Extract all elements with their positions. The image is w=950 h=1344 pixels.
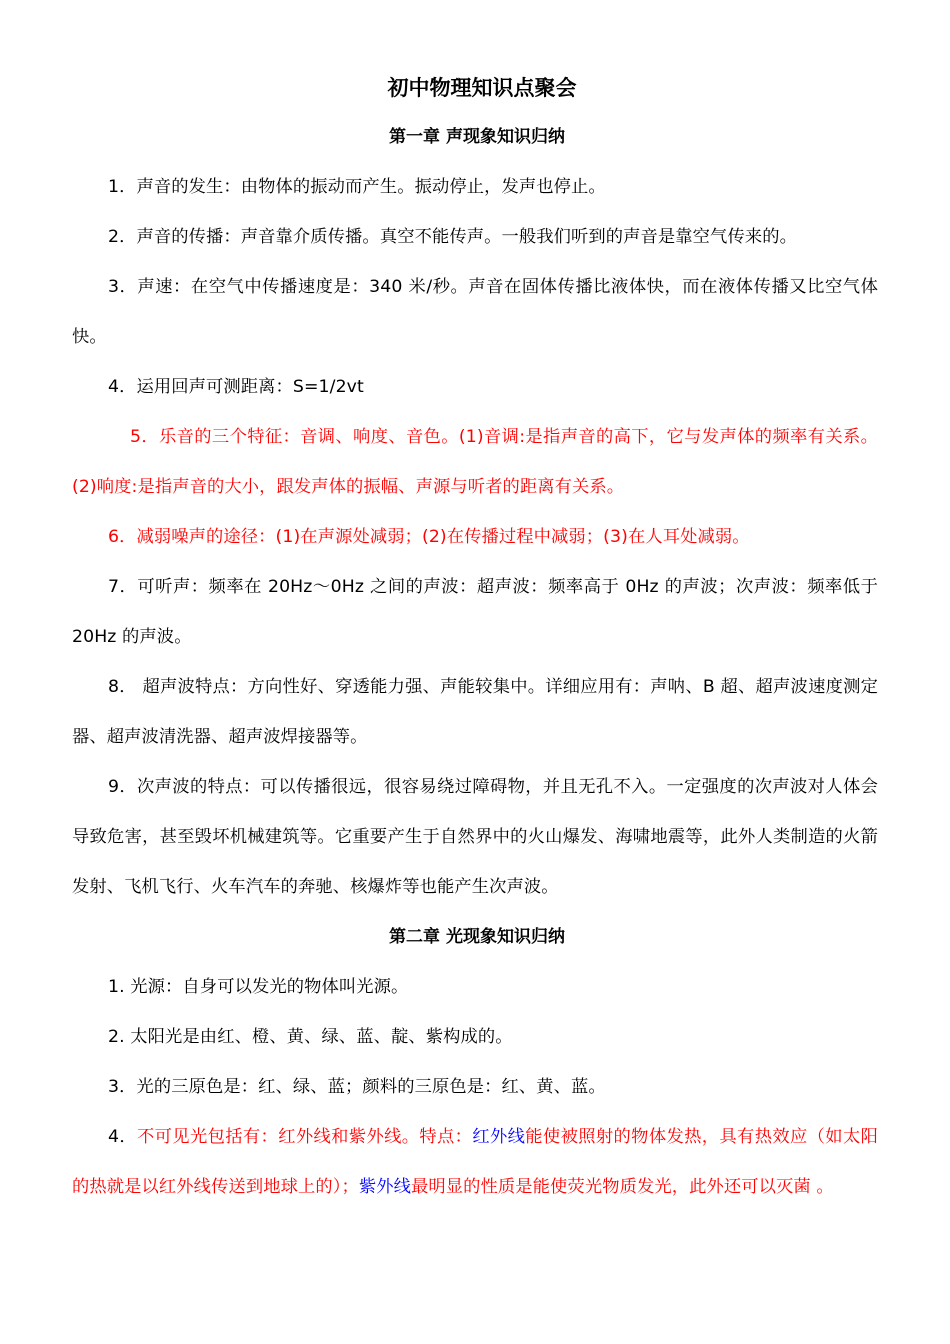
- ch2-item-4-text-1: 不可见光包括有：红外线和紫外线。特点：: [137, 1127, 473, 1147]
- ultraviolet-term: 紫外线: [358, 1177, 411, 1197]
- ch1-item-9: 9．次声波的特点：可以传播很远，很容易绕过障碍物，并且无孔不入。一定强度的次声波对人体会导致危害，甚至毁坏机械建筑等。它重要产生于自然界中的火山爆发、海啸地震等，此外人类制造的火箭发射、飞机飞行、火车汽车的奔驰、核爆炸等也能产生次声波。: [72, 777, 878, 897]
- ch2-item-2: 2. 太阳光是由红、橙、黄、绿、蓝、靛、紫构成的。: [108, 1027, 513, 1047]
- ch1-item-2: 2．声音的传播：声音靠介质传播。真空不能传声。一般我们听到的声音是靠空气传来的。: [108, 227, 797, 247]
- infrared-term: 红外线: [472, 1127, 526, 1147]
- document-title: 初中物理知识点聚会: [387, 76, 577, 100]
- ch1-item-8: 8． 超声波特点：方向性好、穿透能力强、声能较集中。详细应用有：声呐、B 超、超声波速度测定器、超声波清洗器、超声波焊接器等。: [72, 677, 878, 747]
- ch2-item-4-text-2: 能使被照射的物体发热，具有热效应（如太阳的热就是以红外线传送到地球上的）；: [72, 1127, 878, 1197]
- ch1-item-5: 5．乐音的三个特征：音调、响度、音色。(1)音调:是指声音的高下，它与发声体的频率有关系。(2)响度:是指声音的大小，跟发声体的振幅、声源与听者的距离有关系。: [72, 427, 878, 497]
- ch2-item-1: 1. 光源：自身可以发光的物体叫光源。: [108, 977, 409, 997]
- document-page: [72, 66, 878, 1212]
- ch1-item-4: 4．运用回声可测距离：S=1/2vt: [108, 377, 364, 397]
- chapter-1-heading: 第一章 声现象知识归纳: [389, 127, 565, 147]
- ch1-item-3: 3．声速：在空气中传播速度是：340 米/秒。声音在固体传播比液体快，而在液体传播又比空气体快。: [72, 277, 878, 347]
- ch2-item-4-number: 4．: [108, 1127, 138, 1147]
- ch2-item-4: [72, 1112, 878, 1212]
- ch2-item-4-text-3: 最明显的性质是能使荧光物质发光，此外还可以灭菌 。: [411, 1177, 834, 1197]
- ch2-item-3: 3．光的三原色是：红、绿、蓝；颜料的三原色是：红、黄、蓝。: [108, 1077, 606, 1097]
- ch1-item-6: 6．减弱噪声的途径：(1)在声源处减弱；(2)在传播过程中减弱；(3)在人耳处减弱。: [108, 527, 750, 547]
- chapter-2-heading: 第二章 光现象知识归纳: [389, 927, 565, 947]
- ch1-item-7: 7．可听声：频率在 20Hz～0Hz 之间的声波：超声波：频率高于 0Hz 的声波；次声波：频率低于 20Hz 的声波。: [72, 577, 878, 647]
- ch1-item-1: 1．声音的发生：由物体的振动而产生。振动停止，发声也停止。: [108, 177, 606, 197]
